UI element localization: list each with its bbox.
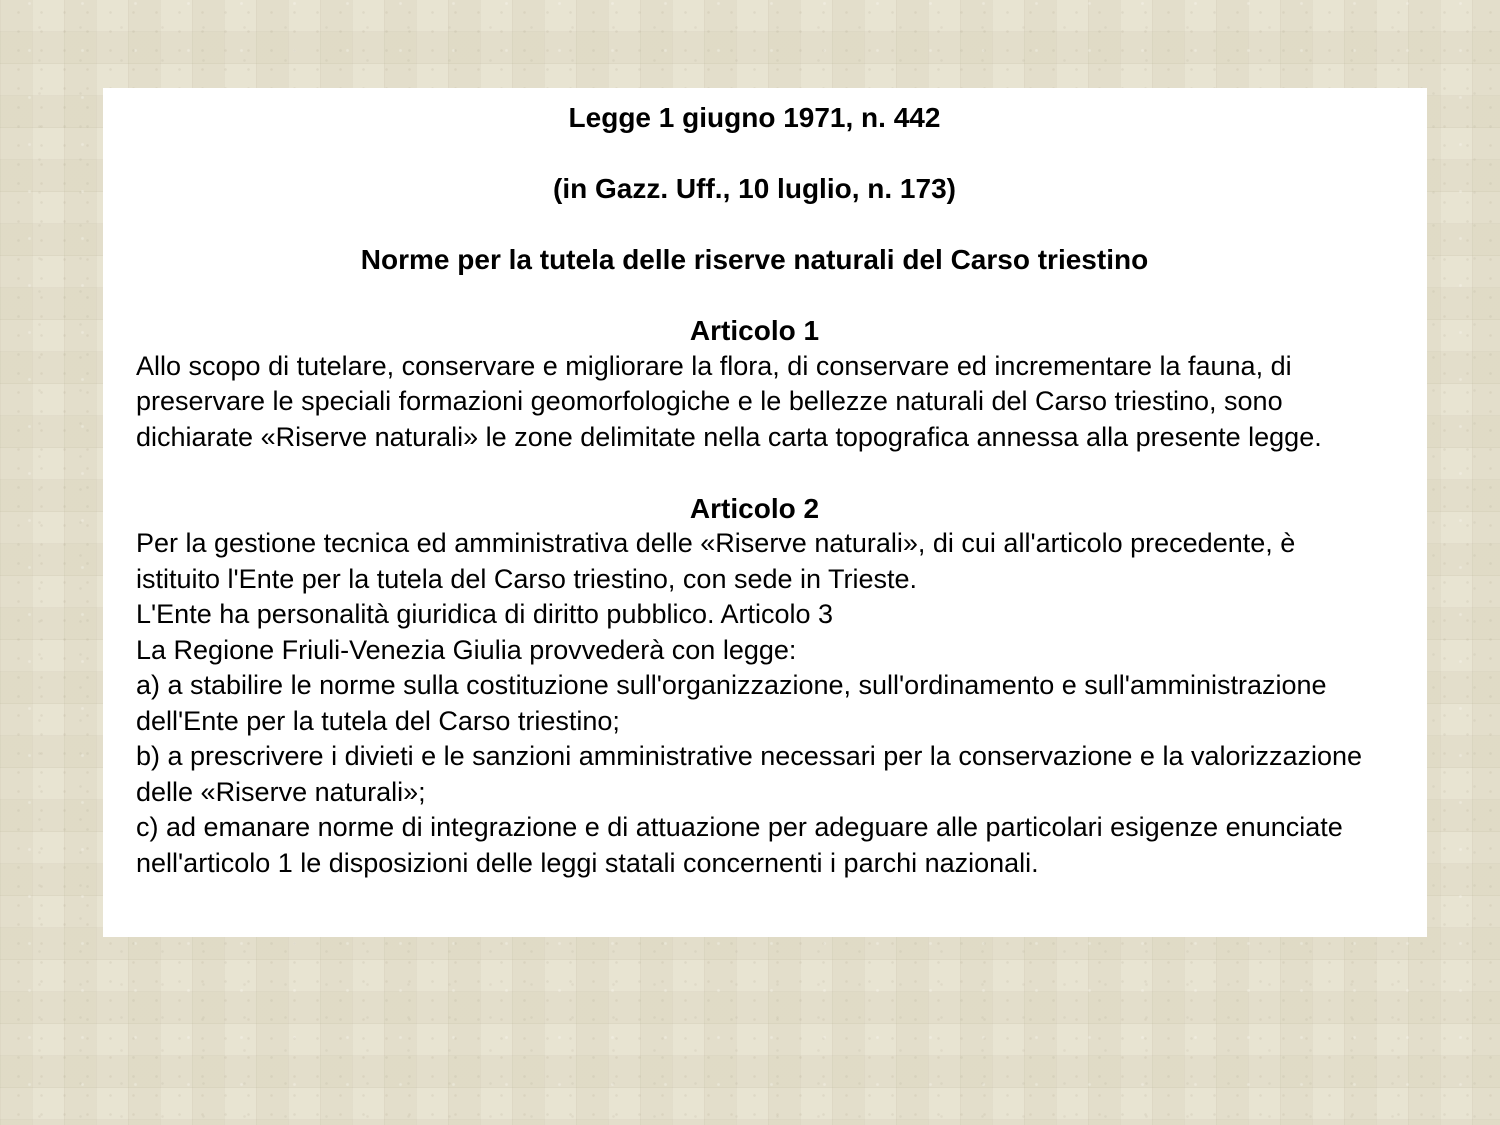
gazette-reference: (in Gazz. Uff., 10 luglio, n. 173) xyxy=(553,173,956,204)
document-panel xyxy=(103,88,1427,937)
document-subtitle: Norme per la tutela delle riserve naturali del Carso triestino xyxy=(360,244,1149,275)
article-2 xyxy=(136,491,1373,882)
article-2-paragraph-2: L'Ente ha personalità giuridica di diritto pubblico. Articolo 3 xyxy=(136,599,834,629)
article-2-heading: Articolo 2 xyxy=(689,492,820,524)
article-1-paragraph-1: Allo scopo di tutelare, conservare e migliorare la flora, di conservare ed incrementare la fauna, di preservare le speciali formazioni geomorfologiche e le bellezze naturali del Carso triestino, sono dichiarate «Riserve naturali» le zone delimitate nella carta topografica annessa alla presente legge. xyxy=(136,350,1322,452)
article-2-paragraph-6: c) ad emanare norme di integrazione e di attuazione per adeguare alle particolari esigenze enunciate nell'articolo 1 le disposizioni delle leggi statali concernenti i parchi nazionali. xyxy=(136,812,1343,878)
document-title: Legge 1 giugno 1971, n. 442 xyxy=(568,102,941,133)
article-2-paragraph-3: La Regione Friuli-Venezia Giulia provvederà con legge: xyxy=(136,634,797,665)
article-2-paragraph-4: a) a stabilire le norme sulla costituzione sull'organizzazione, sull'ordinamento e sull'amministrazione dell'Ente per la tutela del Carso triestino; xyxy=(136,670,1327,736)
article-1-heading: Articolo 1 xyxy=(689,315,820,346)
article-2-paragraph-5: b) a prescrivere i divieti e le sanzioni amministrative necessari per la conservazione e la valorizzazione delle «Riserve naturali»; xyxy=(136,741,1363,807)
article-1 xyxy=(136,313,1373,455)
article-2-paragraph-1: Per la gestione tecnica ed amministrativa delle «Riserve naturali», di cui all'articolo precedente, è istituito l'Ente per la tutela del Carso triestino, con sede in Trieste. xyxy=(136,528,1296,594)
